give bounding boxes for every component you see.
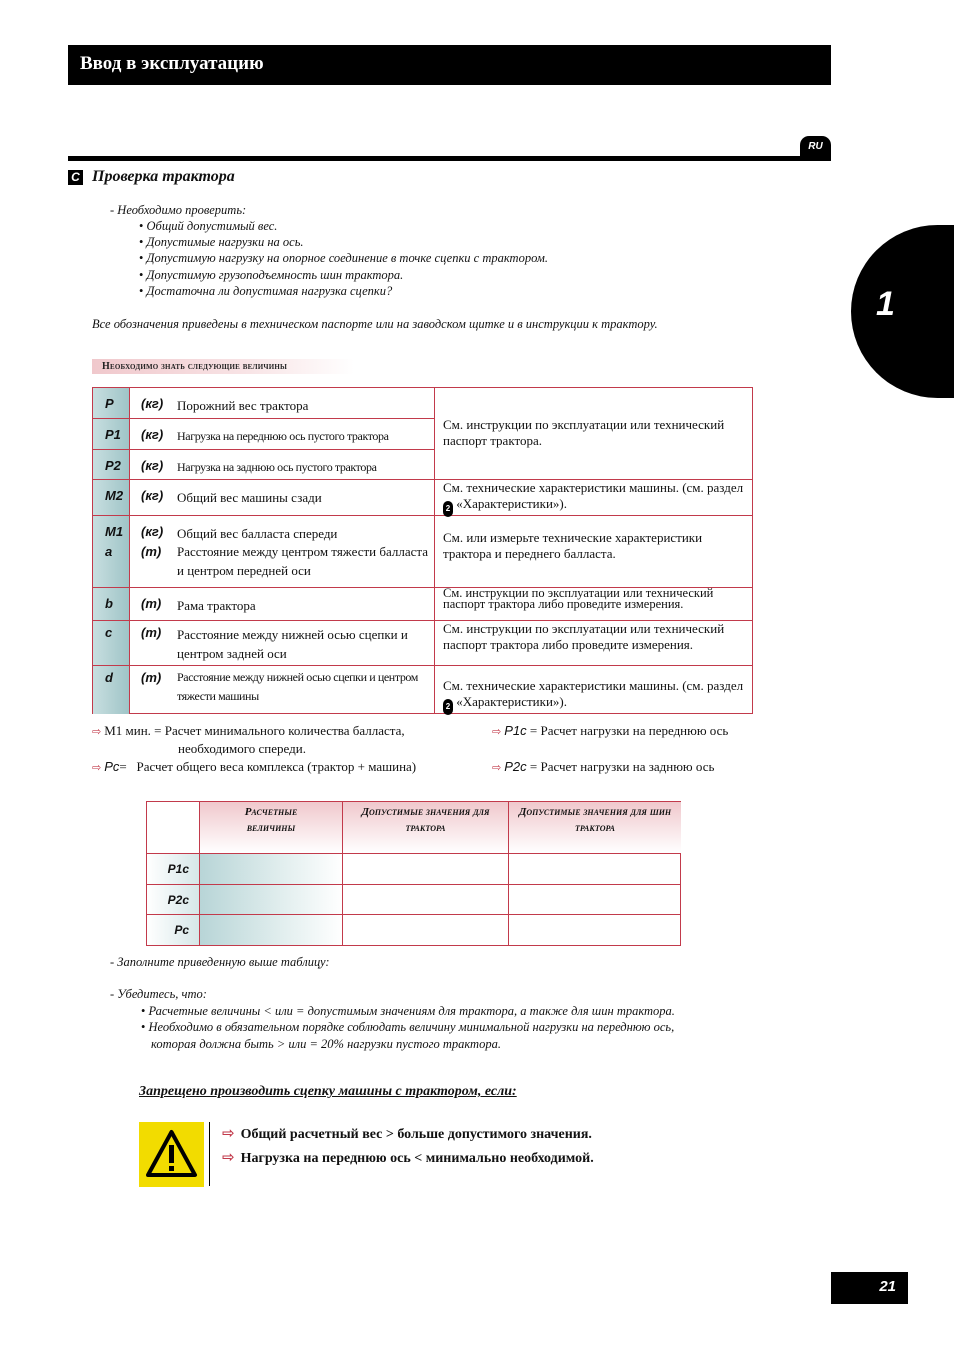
check-item: • Общий допустимый вес. bbox=[139, 219, 277, 234]
arrow-icon: ⇨ bbox=[92, 761, 102, 774]
page-number: 21 bbox=[879, 1278, 896, 1295]
section-rule bbox=[68, 156, 831, 161]
arrow-icon: ⇨ bbox=[92, 725, 102, 738]
quantity-symbol: c bbox=[93, 621, 130, 665]
quantity-symbol: P bbox=[93, 388, 130, 418]
reference-cell bbox=[434, 480, 753, 516]
formula-symbol: P1c bbox=[504, 723, 527, 738]
formula-symbol: P2c bbox=[504, 759, 527, 774]
verify-item-cont: которая должна быть > или = 20% нагрузки пустого трактора. bbox=[151, 1037, 501, 1051]
forbidden-item bbox=[222, 1148, 594, 1167]
table-row bbox=[93, 621, 434, 666]
formula-pc bbox=[92, 759, 416, 775]
quantity-symbol: M2 bbox=[93, 480, 130, 515]
quantity-unit: (кг) bbox=[141, 396, 164, 411]
section-ref-badge: 2 bbox=[443, 501, 453, 517]
quantities-label: Необходимо знать следующие величины bbox=[92, 359, 354, 374]
quantity-desc: Общий вес балласта спереди bbox=[177, 526, 338, 541]
reference-text: См. технические характеристики машины. (см. раздел bbox=[443, 480, 744, 495]
verify-item: • Необходимо в обязательном порядке соблюдать величину минимальной нагрузки на переднюю ось, bbox=[141, 1020, 674, 1035]
row-symbol: P1c bbox=[147, 854, 200, 885]
quantity-symbol: b bbox=[93, 588, 130, 620]
arrow-icon: ⇨ bbox=[492, 761, 502, 774]
table-row bbox=[93, 588, 434, 621]
formula-eq: = bbox=[529, 759, 538, 774]
reference-cell bbox=[434, 666, 753, 714]
column-header: Расчетные величины bbox=[200, 802, 343, 854]
quantity-symbol: d bbox=[93, 666, 130, 714]
quantity-symbol: a bbox=[93, 540, 130, 587]
column-header: Допустимые значения для трактора bbox=[343, 802, 509, 854]
section-ref-badge: 2 bbox=[443, 699, 453, 715]
forbidden-text: Нагрузка на переднюю ось < минимально необходимой. bbox=[240, 1151, 594, 1166]
tire-limit-cell[interactable] bbox=[509, 885, 681, 915]
forbidden-title: Запрещено производить сцепку машины с трактором, если: bbox=[139, 1084, 517, 1099]
quantity-desc: Порожний вес трактора bbox=[177, 398, 309, 413]
reference-text: См. технические характеристики машины. (см. раздел bbox=[443, 678, 744, 693]
table-corner bbox=[147, 802, 200, 854]
check-item: • Достаточна ли допустимая нагрузка сцепки? bbox=[139, 284, 392, 299]
header-bar bbox=[68, 45, 831, 85]
verify-intro: - Убедитесь, что: bbox=[110, 987, 207, 1001]
formula-m1min bbox=[92, 723, 405, 739]
reference-cell: См. инструкции по эксплуатации или технический паспорт трактора либо проведите измерения. bbox=[434, 621, 753, 666]
chapter-tab bbox=[851, 225, 954, 398]
reference-text: «Характеристики»). bbox=[456, 694, 567, 709]
quantity-desc: Расстояние между центром тяжести балласта и центром передней оси bbox=[177, 544, 428, 578]
table-row bbox=[93, 540, 434, 588]
section-title: Проверка трактора bbox=[92, 168, 235, 185]
table-row bbox=[93, 480, 434, 516]
formula-p2c bbox=[492, 759, 714, 775]
quantity-symbol: M1 bbox=[93, 516, 130, 540]
quantity-desc: Общий вес машины сзади bbox=[177, 490, 322, 505]
quantity-symbol: P2 bbox=[93, 450, 130, 479]
chapter-number: 1 bbox=[876, 285, 895, 323]
arrow-icon: ⇨ bbox=[492, 725, 502, 738]
formula-symbol: Pc bbox=[104, 759, 120, 774]
quantity-unit: (m) bbox=[141, 596, 162, 611]
table-row bbox=[93, 516, 434, 540]
reference-cell: См. инструкции по эксплуатации или технический паспорт трактора. bbox=[434, 388, 753, 480]
arrow-icon: ⇨ bbox=[222, 1124, 235, 1142]
quantity-unit: (m) bbox=[141, 670, 162, 685]
quantity-unit: (кг) bbox=[141, 458, 164, 473]
formula-text: Расчет общего веса комплекса (трактор + машина) bbox=[136, 759, 417, 774]
reference-cell: См. инструкции по эксплуатации или технический паспорт трактора либо проведите измерения. bbox=[434, 588, 753, 621]
warning-icon bbox=[141, 1124, 202, 1185]
formula-text: Расчет нагрузки на заднюю ось bbox=[540, 759, 715, 774]
quantity-unit: (кг) bbox=[141, 488, 164, 503]
table-row bbox=[93, 450, 434, 480]
formula-text: Расчет нагрузки на переднюю ось bbox=[540, 723, 729, 738]
calc-value-cell[interactable] bbox=[200, 885, 343, 915]
quantity-desc: Нагрузка на переднюю ось пустого трактора bbox=[177, 429, 389, 443]
check-item: • Допустимые нагрузки на ось. bbox=[139, 235, 304, 250]
tractor-limit-cell[interactable] bbox=[343, 885, 509, 915]
calc-value-cell[interactable] bbox=[200, 854, 343, 885]
row-symbol: P2c bbox=[147, 885, 200, 915]
tractor-limit-cell[interactable] bbox=[343, 915, 509, 945]
fill-note: - Заполните приведенную выше таблицу: bbox=[110, 955, 330, 969]
formula-p1c bbox=[492, 723, 728, 739]
tire-limit-cell[interactable] bbox=[509, 915, 681, 945]
check-intro: - Необходимо проверить: bbox=[110, 203, 247, 217]
formula-eq: = bbox=[529, 723, 538, 738]
table-row bbox=[93, 666, 434, 714]
row-symbol: Pc bbox=[147, 915, 200, 945]
verify-item: • Расчетные величины < или = допустимым значениям для трактора, а также для шин трактора. bbox=[141, 1004, 675, 1019]
quantity-desc: Расстояние между нижней осью сцепки и центром тяжести машины bbox=[177, 670, 418, 703]
check-item: • Допустимую грузоподъемность шин трактора. bbox=[139, 268, 403, 283]
page-number-box bbox=[831, 1272, 908, 1304]
quantity-unit: (кг) bbox=[141, 524, 164, 539]
check-item: • Допустимую нагрузку на опорное соединение в точке сцепки с трактором. bbox=[139, 251, 548, 266]
section-note: Все обозначения приведены в техническом паспорте или на заводском щитке и в инструкции к трактору. bbox=[92, 317, 658, 331]
quantity-unit: (m) bbox=[141, 544, 162, 559]
quantity-unit: (m) bbox=[141, 625, 162, 640]
column-header: Допустимые значения для шин трактора bbox=[509, 802, 681, 854]
formula-text: M1 мин. = Расчет минимального количества балласта, bbox=[104, 723, 405, 738]
warning-divider bbox=[209, 1122, 210, 1186]
tractor-limit-cell[interactable] bbox=[343, 854, 509, 885]
formula-m1min-cont: необходимого спереди. bbox=[178, 741, 306, 756]
forbidden-item bbox=[222, 1124, 592, 1143]
forbidden-text: Общий расчетный вес > больше допустимого значения. bbox=[240, 1127, 592, 1142]
quantity-desc: Расстояние между нижней осью сцепки и центром задней оси bbox=[177, 627, 408, 661]
calc-value-cell[interactable] bbox=[200, 915, 343, 945]
quantity-desc: Нагрузка на заднюю ось пустого трактора bbox=[177, 460, 377, 474]
quantity-desc: Рама трактора bbox=[177, 598, 256, 613]
reference-cell: См. или измерьте технические характеристики трактора и переднего балласта. bbox=[434, 516, 753, 588]
quantity-unit: (кг) bbox=[141, 427, 164, 442]
language-badge: RU bbox=[800, 136, 831, 158]
calculation-table bbox=[146, 801, 681, 946]
reference-text: «Характеристики»). bbox=[456, 496, 567, 511]
table-row bbox=[93, 388, 434, 419]
warning-box bbox=[139, 1122, 204, 1187]
page-title: Ввод в эксплуатацию bbox=[80, 53, 264, 74]
table-row bbox=[93, 419, 434, 450]
formula-eq: = bbox=[119, 759, 127, 774]
quantities-table bbox=[92, 387, 753, 714]
section-letter: C bbox=[68, 170, 83, 185]
arrow-icon: ⇨ bbox=[222, 1148, 235, 1166]
tire-limit-cell[interactable] bbox=[509, 854, 681, 885]
quantity-symbol: P1 bbox=[93, 419, 130, 449]
